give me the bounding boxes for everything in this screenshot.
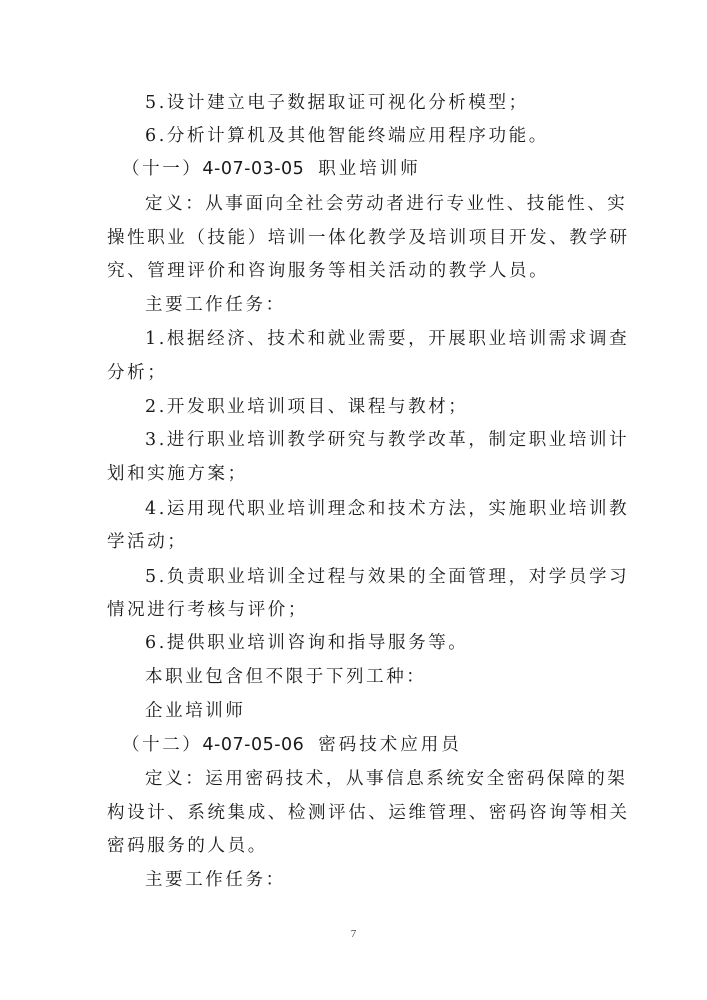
occupation-code: 4-07-03-05 bbox=[202, 159, 305, 179]
definition-text: 定义：运用密码技术，从事信息系统安全密码保障的架 bbox=[145, 769, 628, 789]
section-number: （十一） bbox=[122, 159, 203, 179]
definition-text: 定义：从事面向全社会劳动者进行专业性、技能性、实 bbox=[145, 194, 628, 214]
tasks-label: 主要工作任务： bbox=[145, 295, 286, 315]
occupation-code: 4-07-05-06 bbox=[202, 735, 305, 755]
occupation-name: 密码技术应用员 bbox=[318, 735, 462, 755]
page-number: 7 bbox=[350, 928, 357, 940]
task-item: 学活动； bbox=[107, 532, 188, 552]
occupation-name: 职业培训师 bbox=[318, 159, 421, 179]
tasks-label: 主要工作任务： bbox=[145, 870, 286, 890]
section-heading-12 bbox=[122, 734, 636, 756]
task-item: 4.运用现代职业培训理念和技术方法，实施职业培训教 bbox=[145, 499, 630, 519]
task-item-5-prev: 5.设计建立电子数据取证可视化分析模型； bbox=[145, 93, 529, 113]
task-item: 1.根据经济、技术和就业需要，开展职业培训需求调查 bbox=[145, 329, 630, 349]
section-number: （十二） bbox=[122, 735, 203, 755]
definition-text: 操性职业（技能）培训一体化教学及培训项目开发、教学研 bbox=[107, 228, 630, 248]
section-heading-11 bbox=[122, 158, 636, 180]
task-item: 5.负责职业培训全过程与效果的全面管理，对学员学习 bbox=[145, 567, 630, 587]
task-item: 情况进行考核与评价； bbox=[107, 600, 308, 620]
job-type-item: 企业培训师 bbox=[145, 701, 246, 721]
definition-text: 究、管理评价和咨询服务等相关活动的教学人员。 bbox=[107, 261, 550, 281]
task-item: 划和实施方案； bbox=[107, 464, 248, 484]
definition-text: 构设计、系统集成、检测评估、运维管理、密码咨询等相关 bbox=[107, 803, 630, 823]
task-item: 2.开发职业培训项目、课程与教材； bbox=[145, 397, 469, 417]
task-item: 6.提供职业培训咨询和指导服务等。 bbox=[145, 633, 469, 653]
job-types-label: 本职业包含但不限于下列工种： bbox=[145, 667, 427, 687]
task-item-6-prev: 6.分析计算机及其他智能终端应用程序功能。 bbox=[145, 126, 549, 146]
task-item: 3.进行职业培训教学研究与教学改革，制定职业培训计 bbox=[145, 430, 630, 450]
task-item: 分析； bbox=[107, 363, 168, 383]
definition-text: 密码服务的人员。 bbox=[107, 836, 268, 856]
